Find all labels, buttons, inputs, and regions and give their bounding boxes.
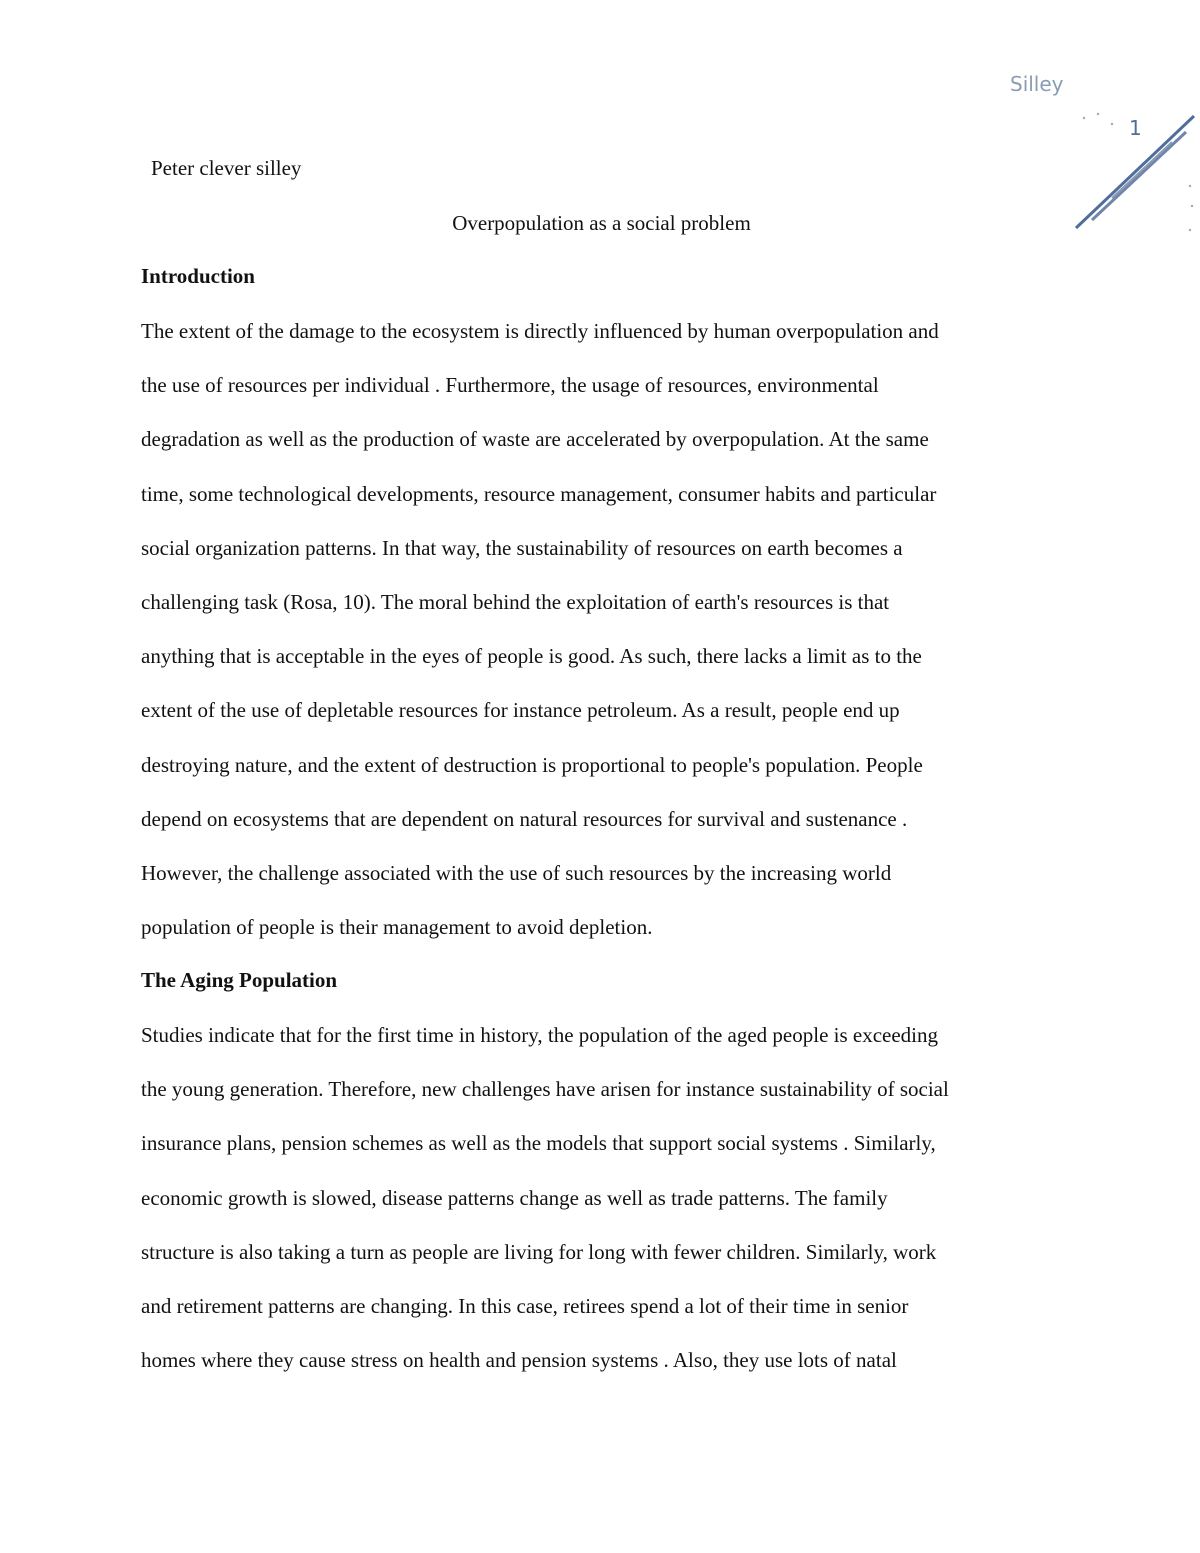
body-line: insurance plans, pension schemes as well as the models that support social systems . Similarly, (141, 1131, 936, 1156)
page-number: 1 (1129, 116, 1142, 140)
body-line: social organization patterns. In that way, the sustainability of resources on earth becomes a (141, 535, 903, 560)
body-line: Studies indicate that for the first time in history, the population of the aged people is exceeding (141, 1023, 939, 1047)
body-line: and retirement patterns are changing. In this case, retirees spend a lot of their time in senior (141, 1293, 909, 1318)
body-line: degradation as well as the production of waste are accelerated by overpopulation. At the same (141, 427, 929, 452)
title-text: Overpopulation as a social problem (452, 211, 751, 235)
body-line: extent of the use of depletable resources for instance petroleum. As a result, people end up (141, 698, 900, 723)
body-line: anything that is acceptable in the eyes of people is good. As such, there lacks a limit as to the (141, 644, 922, 669)
body-line: depend on ecosystems that are dependent on natural resources for survival and sustenance . (141, 806, 908, 831)
body-line: challenging task (Rosa, 10). The moral behind the exploitation of earth's resources is that (141, 589, 890, 614)
body-line: the young generation. Therefore, new challenges have arisen for instance sustainability of social (141, 1077, 949, 1102)
body-line: The extent of the damage to the ecosystem is directly influenced by human overpopulation and (141, 319, 939, 343)
body-line: structure is also taking a turn as people are living for long with fewer children. Similarly, work (141, 1239, 937, 1264)
section-body-aging-population (141, 1023, 1071, 1402)
body-line: However, the challenge associated with the use of such resources by the increasing world (141, 860, 892, 885)
section-body-introduction (141, 319, 1071, 969)
body-line: population of people is their management to avoid depletion. (141, 915, 653, 940)
section-heading-introduction: Introduction (141, 264, 255, 288)
body-line: economic growth is slowed, disease patterns change as well as trade patterns. The family (141, 1185, 888, 1210)
body-line: time, some technological developments, resource management, consumer habits and particular (141, 481, 937, 506)
body-line: destroying nature, and the extent of destruction is proportional to people's population. People (141, 752, 923, 777)
body-line: the use of resources per individual . Furthermore, the usage of resources, environmental (141, 373, 879, 398)
section-heading-aging-population: The Aging Population (141, 968, 338, 992)
author-name: Peter clever silley (151, 156, 302, 180)
body-line: homes where they cause stress on health and pension systems . Also, they use lots of natal (141, 1348, 897, 1373)
document-title (0, 211, 1200, 236)
running-head: Silley (1010, 72, 1064, 96)
